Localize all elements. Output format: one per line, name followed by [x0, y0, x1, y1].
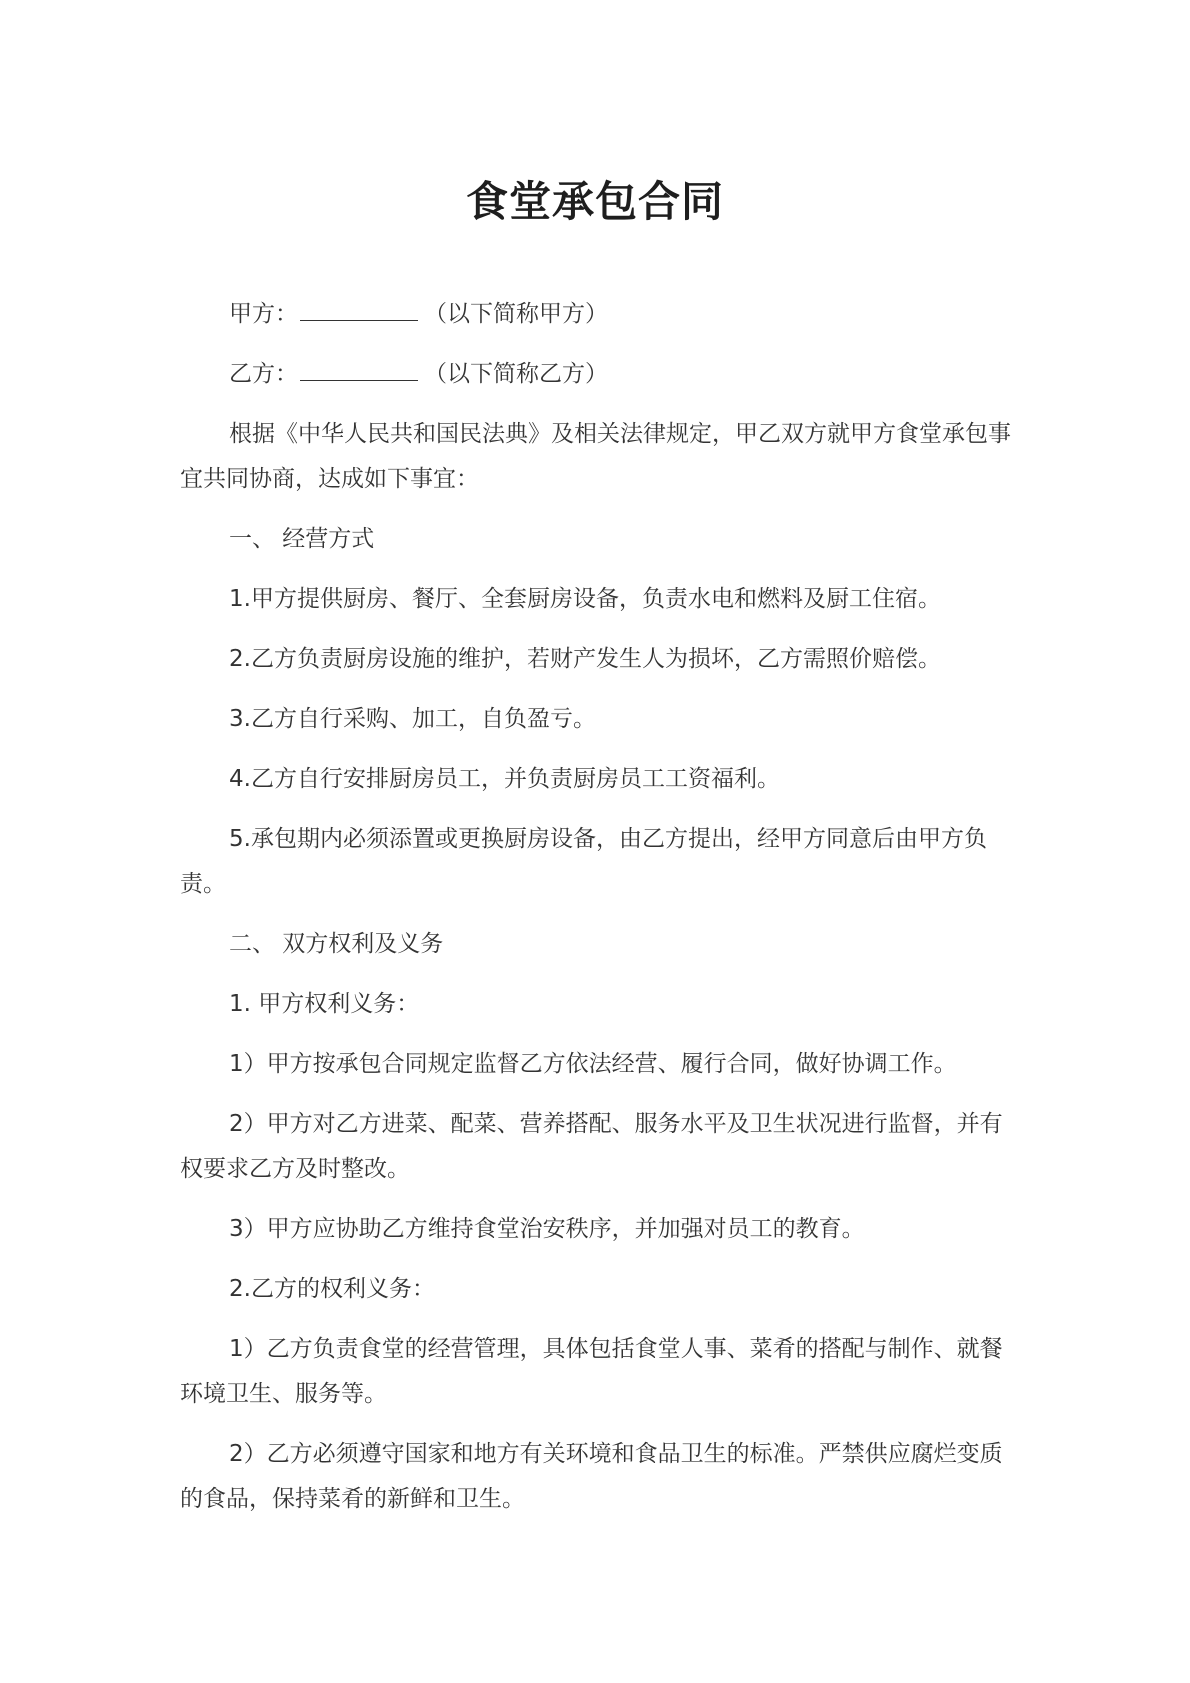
intro-paragraph: 根据《中华人民共和国民法典》及相关法律规定，甲乙双方就甲方食堂承包事宜共同协商，达成如下事宜： — [180, 421, 1011, 492]
party-a-rights-title: 1. 甲方权利义务： — [229, 991, 420, 1017]
party-b-label: 乙方： — [229, 361, 298, 387]
party-b-rights-item: 2）乙方必须遵守国家和地方有关环境和食品卫生的标准。严禁供应腐烂变质的食品，保持菜肴的新鲜和卫生。 — [180, 1441, 1003, 1512]
party-a-label: 甲方： — [229, 301, 298, 327]
section-1-item: 4.乙方自行安排厨房员工，并负责厨房员工工资福利。 — [229, 766, 780, 792]
party-b-rights-title: 2.乙方的权利义务： — [229, 1276, 435, 1302]
party-a-rights-item: 3）甲方应协助乙方维持食堂治安秩序，并加强对员工的教育。 — [229, 1216, 865, 1242]
document-title: 食堂承包合同 — [465, 177, 724, 226]
section-1-item: 5.承包期内必须添置或更换厨房设备，由乙方提出，经甲方同意后由甲方负责。 — [180, 826, 987, 897]
section-2-heading: 二、 双方权利及义务 — [229, 931, 444, 957]
party-a-rights-item: 2）甲方对乙方进菜、配菜、营养搭配、服务水平及卫生状况进行监督，并有权要求乙方及时整改。 — [180, 1111, 1003, 1182]
party-a-blank — [300, 296, 418, 321]
party-a-rights-item: 1）甲方按承包合同规定监督乙方依法经营、履行合同，做好协调工作。 — [229, 1051, 957, 1077]
document-body — [180, 292, 1016, 1537]
section-1-heading: 一、 经营方式 — [229, 526, 375, 552]
party-b-note: （以下简称乙方） — [424, 361, 608, 387]
section-1-item: 1.甲方提供厨房、餐厅、全套厨房设备，负责水电和燃料及厨工住宿。 — [229, 586, 941, 612]
party-b-rights-item: 1）乙方负责食堂的经营管理，具体包括食堂人事、菜肴的搭配与制作、就餐环境卫生、服务等。 — [180, 1336, 1003, 1407]
party-b-blank — [300, 356, 418, 381]
party-a-line — [180, 292, 1016, 337]
section-1-item: 3.乙方自行采购、加工，自负盈亏。 — [229, 706, 596, 732]
party-a-note: （以下简称甲方） — [424, 301, 608, 327]
party-b-line — [180, 352, 1016, 397]
section-1-item: 2.乙方负责厨房设施的维护，若财产发生人为损坏，乙方需照价赔偿。 — [229, 646, 941, 672]
